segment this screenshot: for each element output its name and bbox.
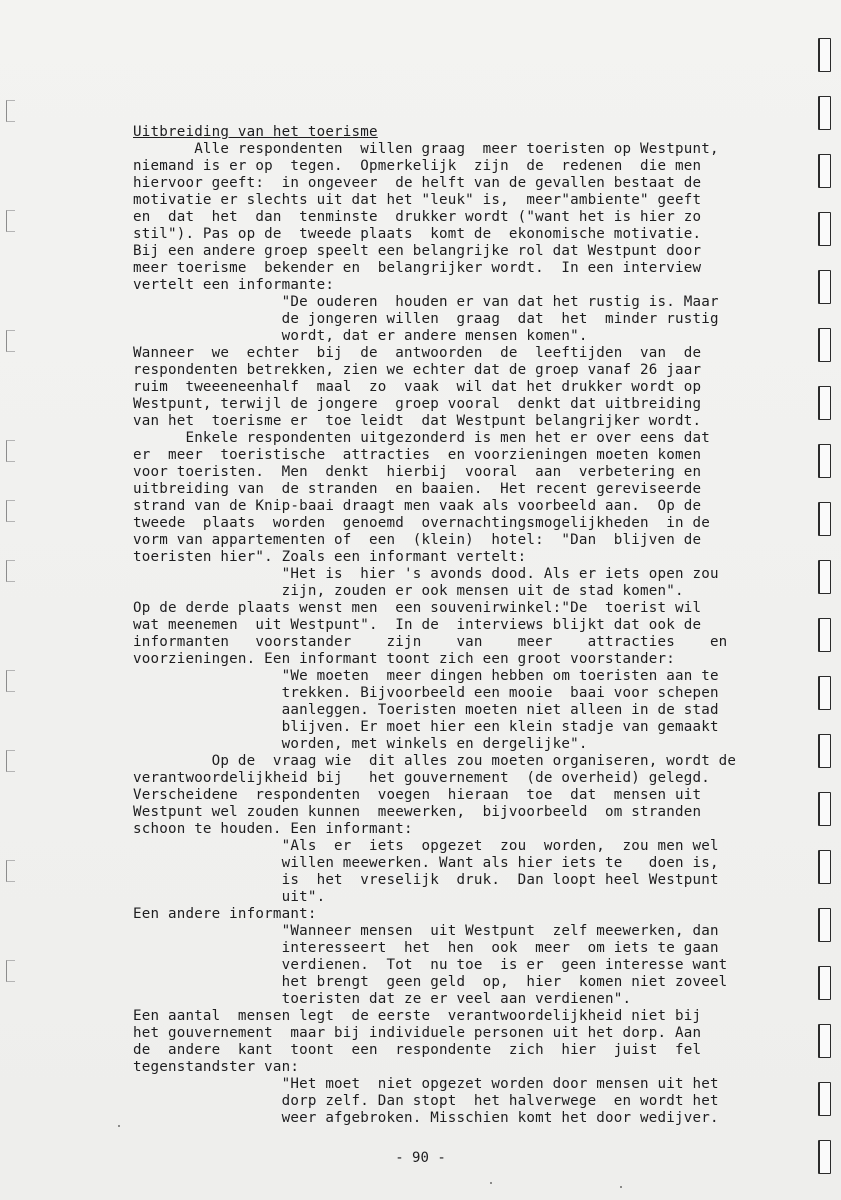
scan-speck — [490, 1182, 492, 1184]
text-line: trekken. Bijvoorbeeld een mooie baai voor schepen — [133, 685, 719, 701]
text-line: weer afgebroken. Misschien komt het door wedijver. — [133, 1110, 719, 1126]
text-line: Enkele respondenten uitgezonderd is men het er over eens dat — [133, 430, 710, 446]
text-line: "Wanneer mensen uit Westpunt zelf meewerken, dan — [133, 923, 719, 939]
text-line: het brengt geen geld op, hier komen niet zoveel — [133, 974, 728, 990]
text-line: "Het is hier 's avonds dood. Als er iets open zou — [133, 566, 719, 582]
text-line: wat meenemen uit Westpunt". In de interviews blijkt dat ook de — [133, 617, 702, 633]
text-line: dorp zelf. Dan stopt het halverwege en wordt het — [133, 1093, 719, 1109]
text-line: aanleggen. Toeristen moeten niet alleen in de stad — [133, 702, 719, 718]
text-line: schoon te houden. Een informant: — [133, 821, 413, 837]
binding-hole — [818, 444, 831, 478]
text-line: verdienen. Tot nu toe is er geen interesse want — [133, 957, 728, 973]
text-line: blijven. Er moet hier een klein stadje van gemaakt — [133, 719, 719, 735]
binding-hole — [818, 792, 831, 826]
body-text — [133, 124, 788, 1127]
text-line: Een aantal mensen legt de eerste verantwoordelijkheid niet bij — [133, 1008, 702, 1024]
binding-hole — [818, 850, 831, 884]
binding-hole — [818, 96, 831, 130]
text-line: en dat het dan tenminste drukker wordt ("want het is hier zo — [133, 209, 702, 225]
text-line: worden, met winkels en dergelijke". — [133, 736, 588, 752]
text-line: voor toeristen. Men denkt hierbij vooral aan verbetering en — [133, 464, 702, 480]
right-binding-holes — [817, 30, 835, 1180]
text-line: uitbreiding van de stranden en baaien. Het recent gereviseerde — [133, 481, 702, 497]
text-line: meer toerisme bekender en belangrijker wordt. In een interview — [133, 260, 702, 276]
text-line: informanten voorstander zijn van meer attracties en — [133, 634, 728, 650]
text-line: Een andere informant: — [133, 906, 317, 922]
text-line: Verscheidene respondenten voegen hieraan toe dat mensen uit — [133, 787, 702, 803]
text-line: de andere kant toont een respondente zich hier juist fel — [133, 1042, 702, 1058]
binding-hole — [818, 38, 831, 72]
text-line: Wanneer we echter bij de antwoorden de leeftijden van de — [133, 345, 702, 361]
text-line: Bij een andere groep speelt een belangrijke rol dat Westpunt door — [133, 243, 702, 259]
text-line: willen meewerken. Want als hier iets te doen is, — [133, 855, 719, 871]
text-line: wordt, dat er andere mensen komen". — [133, 328, 588, 344]
text-line: hiervoor geeft: in ongeveer de helft van de gevallen bestaat de — [133, 175, 702, 191]
punch-mark — [6, 100, 15, 122]
text-line: respondenten betrekken, zien we echter dat de groep vanaf 26 jaar — [133, 362, 702, 378]
text-line: niemand is er op tegen. Opmerkelijk zijn de redenen die men — [133, 158, 702, 174]
text-line: strand van de Knip-baai draagt men vaak als voorbeeld aan. Op de — [133, 498, 702, 514]
text-line: vertelt een informante: — [133, 277, 335, 293]
text-line: Op de derde plaats wenst men een souvenirwinkel:"De toerist wil — [133, 600, 702, 616]
text-line: zijn, zouden er ook mensen uit de stad komen". — [133, 583, 684, 599]
binding-hole — [818, 676, 831, 710]
text-line: voorzieningen. Een informant toont zich een groot voorstander: — [133, 651, 675, 667]
punch-mark — [6, 960, 15, 982]
text-line: tegenstandster van: — [133, 1059, 300, 1075]
text-line: "De ouderen houden er van dat het rustig is. Maar — [133, 294, 719, 310]
binding-hole — [818, 270, 831, 304]
punch-mark — [6, 330, 15, 352]
text-line: er meer toeristische attracties en voorzieningen moeten komen — [133, 447, 702, 463]
binding-hole — [818, 560, 831, 594]
punch-mark — [6, 210, 15, 232]
text-line: toeristen hier". Zoals een informant vertelt: — [133, 549, 527, 565]
text-line: motivatie er slechts uit dat het "leuk" is, meer"ambiente" geeft — [133, 192, 702, 208]
text-line: tweede plaats worden genoemd overnachtingsmogelijkheden in de — [133, 515, 710, 531]
text-line: de jongeren willen graag dat het minder rustig — [133, 311, 719, 327]
text-line: stil"). Pas op de tweede plaats komt de ekonomische motivatie. — [133, 226, 702, 242]
binding-hole — [818, 154, 831, 188]
page-number: - 90 - — [395, 1150, 446, 1166]
text-line: verantwoordelijkheid bij het gouvernement (de overheid) gelegd. — [133, 770, 710, 786]
binding-hole — [818, 908, 831, 942]
text-line: Westpunt wel zouden kunnen meewerken, bijvoorbeeld om stranden — [133, 804, 702, 820]
text-line: is het vreselijk druk. Dan loopt heel Westpunt — [133, 872, 719, 888]
text-line: het gouvernement maar bij individuele personen uit het dorp. Aan — [133, 1025, 702, 1041]
punch-mark — [6, 670, 15, 692]
text-line: Westpunt, terwijl de jongere groep vooral denkt dat uitbreiding — [133, 396, 702, 412]
punch-mark — [6, 750, 15, 772]
text-line: toeristen dat ze er veel aan verdienen". — [133, 991, 632, 1007]
binding-hole — [818, 1024, 831, 1058]
binding-hole — [818, 328, 831, 362]
scan-speck — [620, 1186, 622, 1188]
text-line: "We moeten meer dingen hebben om toeristen aan te — [133, 668, 719, 684]
punch-mark — [6, 500, 15, 522]
section-heading: Uitbreiding van het toerisme — [133, 124, 378, 140]
binding-hole — [818, 618, 831, 652]
text-line: van het toerisme er toe leidt dat Westpunt belangrijker wordt. — [133, 413, 702, 429]
text-line: Op de vraag wie dit alles zou moeten organiseren, wordt de — [133, 753, 737, 769]
text-line: uit". — [133, 889, 326, 905]
binding-hole — [818, 734, 831, 768]
punch-mark — [6, 560, 15, 582]
scan-speck — [118, 1125, 120, 1127]
punch-mark — [6, 440, 15, 462]
binding-hole — [818, 386, 831, 420]
text-line: interesseert het hen ook meer om iets te gaan — [133, 940, 719, 956]
paragraph-lines — [133, 141, 788, 1127]
text-line: Alle respondenten willen graag meer toeristen op Westpunt, — [133, 141, 719, 157]
text-line: "Als er iets opgezet zou worden, zou men wel — [133, 838, 719, 854]
binding-hole — [818, 502, 831, 536]
text-line: ruim tweeeneenhalf maal zo vaak wil dat het drukker wordt op — [133, 379, 702, 395]
left-margin-punch-marks — [4, 80, 20, 1080]
binding-hole — [818, 1082, 831, 1116]
binding-hole — [818, 212, 831, 246]
punch-mark — [6, 860, 15, 882]
binding-hole — [818, 966, 831, 1000]
text-line: vorm van appartementen of een (klein) hotel: "Dan blijven de — [133, 532, 702, 548]
text-line: "Het moet niet opgezet worden door mensen uit het — [133, 1076, 719, 1092]
